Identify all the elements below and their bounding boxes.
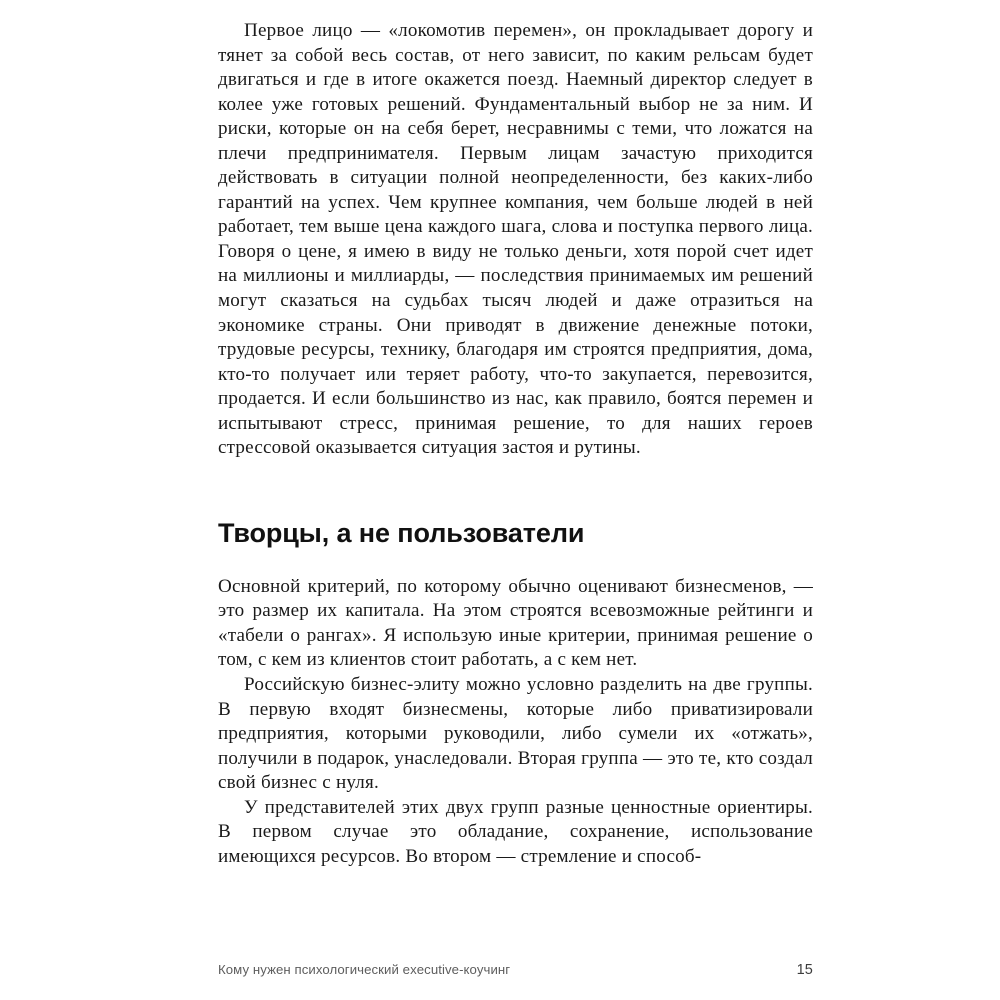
text-column [218,19,813,869]
page-footer [218,958,813,982]
section-paragraph-2: Российскую бизнес-элиту можно условно разделить на две группы. В первую входят бизнесмены, которые либо приватизировали предприятия, которыми руководили, либо сумели их «отжать», получили в подарок, унаследовали. Вторая группа — это те, кто создал свой бизнес с нуля. [218,674,813,794]
section-paragraph-3: У представителей этих двух групп разные ценностные ориентиры. В первом случае это обладание, сохранение, использование имеющихся ресурсов. Во втором — стремление и способ- [218,796,813,867]
body-paragraph-1: Первое лицо — «локомотив перемен», он прокладывает дорогу и тянет за собой весь состав, от него зависит, по каким рельсам будет двигаться и где в итоге окажется поезд. Наемный директор следует в колее уже готовых решений. Фундаментальный выбор не за ним. И риски, которые он на себя берет, несравнимы с теми, что ложатся на плечи предпринимателя. Первым лицам зачастую приходится действовать в ситуации полной неопределенности, без каких-либо гарантий на успех. Чем крупнее компания, чем больше людей в ней работает, тем выше цена каждого шага, слова и поступка первого лица. Говоря о цене, я имею в виду не только деньги, хотя порой счет идет на миллионы и миллиарды, — последствия принимаемых им решений могут сказаться на судьбах тысяч людей и даже отразиться на экономике страны. Они приводят в движение денежные потоки, трудовые ресурсы, технику, благодаря им строятся предприятия, дома, кто-то получает или теряет работу, что-то закупается, перевозится, продается. И если большинство из нас, как правило, боятся перемен и испытывают стресс, принимая решение, то для наших героев стрессовой оказывается ситуация застоя и рутины. [218,20,813,459]
spacer-above-heading [218,461,813,518]
page-number: 15 [796,962,813,978]
section-heading: Творцы, а не пользователи [218,517,585,548]
running-head: Кому нужен психологический executive-коучинг [218,962,511,977]
spacer-below-heading [218,548,813,575]
section-paragraph-1: Основной критерий, по которому обычно оценивают бизнесменов, — это размер их капитала. На этом строятся всевозможные рейтинги и «табели о рангах». Я использую иные критерии, принимая решение о том, с кем из клиентов стоит работать, а с кем нет. [218,575,813,671]
